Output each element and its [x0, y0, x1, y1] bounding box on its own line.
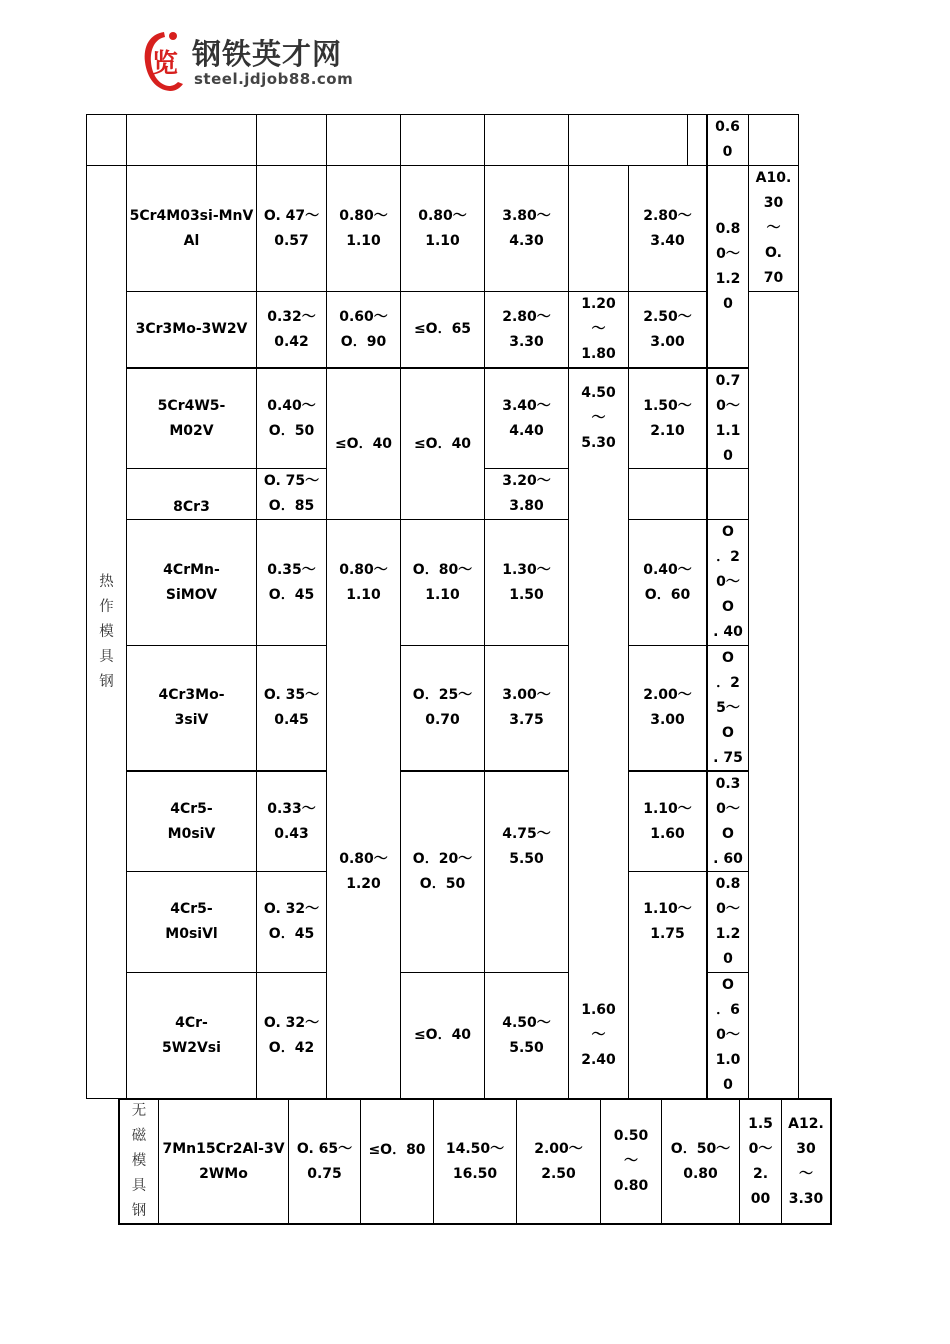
si-merged-cell: ≤O．40: [334, 435, 393, 452]
mn-cell: 14.50～ 16.50: [445, 1140, 505, 1182]
w-cell: 4.50 ～ 5.30: [581, 385, 616, 451]
cr-cell: 3.20～ 3.80: [502, 473, 551, 514]
w-cell: 1.60 ～ 2.40: [581, 1002, 616, 1068]
co-cell: O ．2 5～ O . 75: [713, 649, 743, 766]
mn-cell: O．80～ 1.10: [412, 561, 473, 603]
top-co-cell: 0.6 0: [715, 119, 740, 160]
grade-cell: 7Mn15Cr2Al-3V 2WMo: [162, 1140, 285, 1182]
mo-cell: O．50～ 0.80: [670, 1140, 731, 1182]
si-cell: 0.80～ 1.10: [339, 561, 388, 603]
mo-cell: 2.00～ 3.00: [643, 687, 692, 728]
mo-cell: 1.10～ 1.75: [643, 901, 692, 942]
co-cell: 0.7 0～ 1.1 0: [715, 372, 741, 464]
mn-merged-cell: O．20～ O．50: [412, 851, 473, 892]
grade-cell: 4Cr5- M0siVl: [165, 901, 218, 942]
logo-mark-icon: [140, 28, 188, 94]
brand-name: 钢铁英才网: [192, 37, 343, 71]
mo-cell: 1.50～ 2.10: [643, 397, 692, 439]
c-cell: O. 32～ O．45: [263, 901, 320, 942]
co-cell: 0.3 0～ O . 60: [713, 775, 743, 867]
grade-cell: 3Cr3Mo-3W2V: [135, 321, 248, 337]
c-cell: O. 75～ O．85: [263, 473, 320, 514]
c-cell: O. 35～ 0.45: [263, 687, 320, 728]
w-cell: 0.50 ～ 0.80: [613, 1128, 649, 1194]
mn-cell: O．25～ 0.70: [412, 687, 473, 728]
mo-cell: 2.80～ 3.40: [643, 207, 692, 249]
c-cell: 0.35～ O．45: [267, 561, 316, 603]
cr-merged-cell: 4.75～ 5.50: [502, 826, 551, 867]
grade-cell: 4Cr- 5W2Vsi: [162, 1014, 221, 1056]
v-cell: 1.5 0～ 2. 00: [748, 1115, 773, 1207]
cr-cell: 4.50～ 5.50: [502, 1014, 551, 1056]
mo-cell: 2.50～ 3.00: [643, 308, 692, 350]
cr-cell: 3.00～ 3.75: [502, 687, 551, 728]
cr-cell: 1.30～ 1.50: [502, 561, 551, 603]
cr-cell: 3.40～ 4.40: [502, 397, 551, 439]
co-cell: O ．6 0～ 1.0 0: [715, 977, 741, 1093]
c-cell: 0.40～ O．50: [267, 397, 316, 439]
mn-cell: 0.80～ 1.10: [418, 207, 467, 249]
co-cell: O ．2 0～ O . 40: [713, 524, 743, 640]
grade-cell: 4Cr5- M0siV: [167, 800, 216, 842]
mo-cell: 1.10～ 1.60: [643, 800, 692, 842]
svg-text:览: 览: [152, 49, 179, 79]
mn-merged-cell: ≤O．40: [413, 435, 472, 452]
co-cell: 0.8 0～ 1.2 0: [715, 876, 741, 967]
al-cell: A12. 30 ～ 3.30: [788, 1115, 824, 1207]
category-hot-work: 热 作 模 具 钢: [99, 573, 114, 690]
si-merged-cell: 0.80～ 1.20: [339, 851, 388, 892]
c-cell: O. 47～ 0.57: [263, 207, 320, 249]
brand-url: steel.jdjob88.com: [194, 70, 354, 88]
co-merged-cell: 0.8 0～ 1.2 0: [715, 220, 741, 312]
al-cell: A10. 30 ～ O. 70: [755, 170, 792, 286]
si-cell: 0.60～ O．90: [339, 308, 388, 350]
c-cell: O. 65～ 0.75: [296, 1140, 353, 1182]
grade-cell: 5Cr4M03si-MnV Al: [129, 207, 254, 249]
cr-cell: 3.80～ 4.30: [502, 207, 551, 249]
c-cell: O. 32～ O．42: [263, 1014, 320, 1056]
w-cell: 1.20 ～ 1.80: [581, 296, 616, 362]
grade-cell: 4CrMn- SiMOV: [163, 561, 220, 603]
cr-cell: 2.80～ 3.30: [502, 308, 551, 350]
c-cell: 0.33～ 0.43: [267, 800, 316, 842]
cr-cell: 2.00～ 2.50: [534, 1140, 583, 1182]
grade-cell: 5Cr4W5- M02V: [157, 397, 226, 439]
site-logo[interactable]: [140, 28, 370, 98]
grade-cell: 4Cr3Mo- 3siV: [158, 687, 225, 728]
category-non-magnetic: 无 磁 模 具 钢: [131, 1103, 147, 1219]
c-cell: 0.32～ 0.42: [267, 308, 316, 350]
mn-cell: ≤O．40: [413, 1027, 472, 1043]
grade-cell: 8Cr3: [173, 499, 210, 515]
si-cell: ≤O．80: [368, 1141, 426, 1158]
mn-cell: ≤O．65: [413, 321, 472, 337]
mo-cell: 0.40～ O．60: [643, 561, 692, 603]
si-cell: 0.80～ 1.10: [339, 207, 388, 249]
